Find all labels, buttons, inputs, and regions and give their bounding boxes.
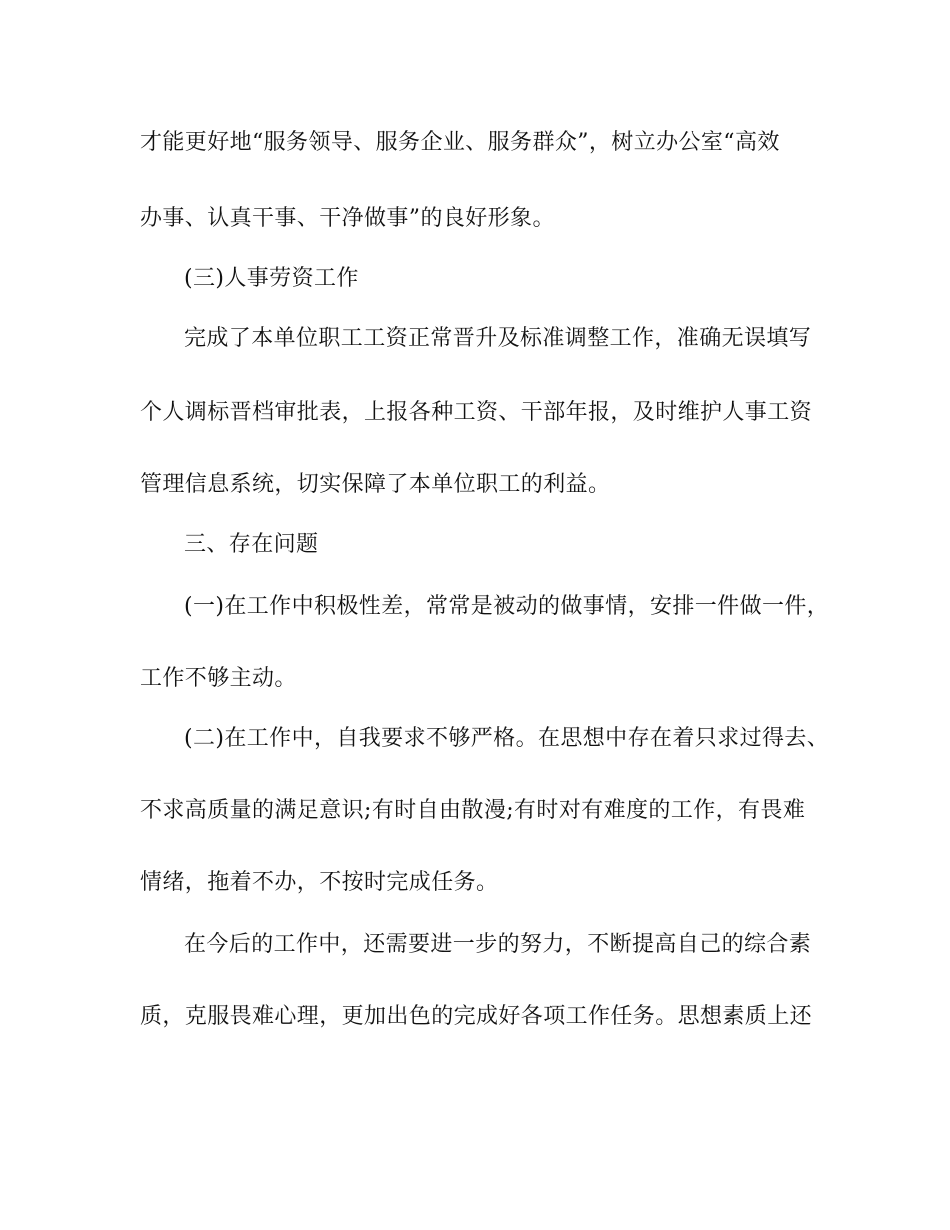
paragraph-line: 情绪，拖着不办，不按时完成任务。 [140,870,499,895]
paragraph-line: 才能更好地“服务领导、服务企业、服务群众”，树立办公室“高效 [140,130,780,155]
paragraph-line: 质，克服畏难心理，更加出色的完成好各项工作任务。思想素质上还 [140,1004,813,1029]
paragraph-line: 办事、认真干事、干净做事”的良好形象。 [140,206,555,231]
paragraph-line: 管理信息系统，切实保障了本单位职工的利益。 [140,472,611,497]
section-heading: (三)人事劳资工作 [184,266,359,291]
paragraph-line: (一)在工作中积极性差，常常是被动的做事情，安排一件做一件， [184,594,830,619]
paragraph-line: 个人调标晋档审批表，上报各种工资、干部年报，及时维护人事工资 [140,400,813,425]
paragraph-line: 完成了本单位职工工资正常晋升及标准调整工作，准确无误填写 [184,326,812,351]
paragraph-line: (二)在工作中，自我要求不够严格。在思想中存在着只求过得去、 [184,726,830,751]
paragraph-line: 工作不够主动。 [140,666,297,691]
section-heading: 三、存在问题 [184,532,319,557]
paragraph-line: 在今后的工作中，还需要进一步的努力，不断提高自己的综合素 [184,932,812,957]
paragraph-line: 不求高质量的满足意识;有时自由散漫;有时对有难度的工作，有畏难 [140,798,806,823]
